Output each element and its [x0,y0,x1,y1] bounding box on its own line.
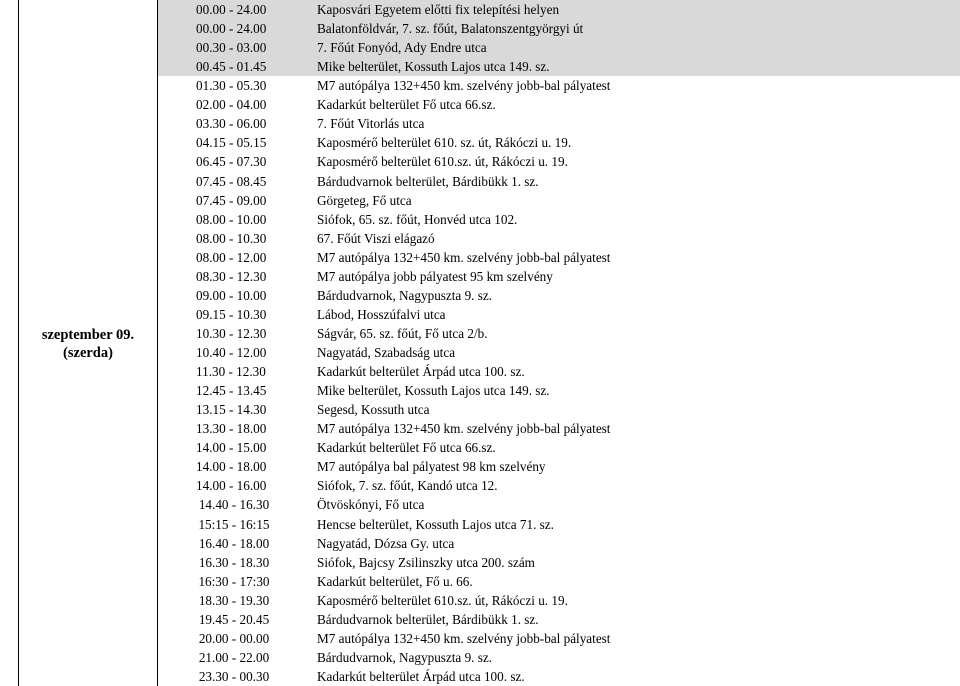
row-time: 08.30 - 12.30 [196,268,267,284]
row-time: 18.30 - 19.30 [198,592,270,608]
row-time: 13.15 - 14.30 [196,402,267,418]
table-row [158,95,960,114]
table-row [158,400,960,419]
row-time: 10.30 - 12.30 [196,325,267,341]
table-row [158,610,960,629]
row-location: Hencse belterület, Kossuth Lajos utca 71. sz. [317,516,554,532]
row-location: Balatonföldvár, 7. sz. főút, Balatonszentgyörgyi út [310,19,960,38]
table-row [158,381,960,400]
row-location: M7 autópálya jobb pályatest 95 km szelvény [317,268,553,284]
table-row [158,362,960,381]
row-location: Kadarkút belterület Fő utca 66.sz. [317,97,496,113]
table-row [158,648,960,667]
table-row [158,457,960,476]
row-location: Kadarkút belterület, Fő u. 66. [317,573,473,589]
row-location: M7 autópálya 132+450 km. szelvény jobb-bal pályatest [317,630,611,646]
table-row [158,191,960,210]
row-time: 21.00 - 22.00 [198,649,270,665]
row-location: Ötvöskónyi, Fő utca [317,497,425,513]
row-time: 14.00 - 15.00 [196,440,267,456]
day-weekday: (szerda) [63,345,113,361]
row-location: Kaposvári Egyetem előtti fix telepítési helyen [310,0,960,19]
row-location: 7. Főút Vitorlás utca [317,116,425,132]
row-time: 14.00 - 18.00 [196,459,267,475]
row-location: Kadarkút belterület Árpád utca 100. sz. [317,668,525,684]
row-time: 11.30 - 12.30 [196,364,266,380]
row-time: 07.45 - 08.45 [196,173,267,189]
row-time: 00.00 - 24.00 [158,19,310,38]
row-time: 13.30 - 18.00 [196,421,267,437]
row-location: 7. Főút Fonyód, Ady Endre utca [310,38,960,57]
row-location: Kadarkút belterület Fő utca 66.sz. [317,440,496,456]
table-row [158,591,960,610]
row-location: Ságvár, 65. sz. főút, Fő utca 2/b. [317,325,488,341]
row-location: Kadarkút belterület Árpád utca 100. sz. [317,364,525,380]
row-location: Mike belterület, Kossuth Lajos utca 149. sz. [317,383,550,399]
row-time: 01.30 - 05.30 [196,78,267,94]
row-time: 08.00 - 12.00 [196,249,267,265]
row-location: Siófok, 7. sz. főút, Kandó utca 12. [317,478,498,494]
row-location: Nagyatád, Dózsa Gy. utca [317,535,455,551]
row-location: Siófok, 65. sz. főút, Honvéd utca 102. [317,211,518,227]
table-row [158,419,960,438]
table-row [158,629,960,648]
table-row [158,343,960,362]
row-time: 02.00 - 04.00 [196,97,267,113]
row-time: 16.40 - 18.00 [198,535,270,551]
row-location: M7 autópálya 132+450 km. szelvény jobb-bal pályatest [317,78,611,94]
row-time: 19.45 - 20.45 [198,611,270,627]
row-time: 04.15 - 05.15 [196,135,267,151]
row-location: Bárdudvarnok belterület, Bárdibükk 1. sz. [317,611,539,627]
row-location: Görgeteg, Fő utca [317,192,412,208]
table-row [158,133,960,152]
row-location: 67. Főút Viszi elágazó [317,230,435,246]
schedule-rows [158,0,960,686]
row-time: 12.45 - 13.45 [196,383,267,399]
table-row [158,534,960,553]
row-location: Lábod, Hosszúfalvi utca [317,306,446,322]
row-location: Kaposmérő belterület 610. sz. út, Rákóczi u. 19. [317,135,572,151]
table-row [158,476,960,495]
row-time: 00.45 - 01.45 [158,57,310,76]
row-time: 14.00 - 16.00 [196,478,267,494]
row-time: 03.30 - 06.00 [196,116,267,132]
row-time: 23.30 - 00.30 [198,668,270,684]
row-location: Segesd, Kossuth utca [317,402,430,418]
row-location: Mike belterület, Kossuth Lajos utca 149. sz. [310,57,960,76]
table-row [158,76,960,95]
table-row [158,152,960,171]
table-row [158,248,960,267]
row-time: 08.00 - 10.00 [196,211,267,227]
row-time: 09.15 - 10.30 [196,306,267,322]
row-location: Siófok, Bajcsy Zsilinszky utca 200. szám [317,554,535,570]
row-location: Nagyatád, Szabadság utca [317,345,456,360]
table-row [158,229,960,248]
row-time: 16.30 - 18.30 [198,554,270,570]
table-row [158,0,960,19]
table-row [158,210,960,229]
row-time: 08.00 - 10.30 [196,230,267,246]
table-row [158,267,960,286]
table-row [158,495,960,514]
table-row [158,515,960,534]
row-time: 07.45 - 09.00 [196,192,267,208]
day-date: szeptember 09. [41,327,135,343]
row-location: Kaposmérő belterület 610.sz. út, Rákóczi u. 19. [317,592,568,608]
table-row [158,19,960,38]
row-time: 15:15 - 16:15 [198,516,270,532]
table-row [158,305,960,324]
row-time: 14.40 - 16.30 [198,497,270,513]
table-row [158,572,960,591]
row-location: Bárdudvarnok, Nagypuszta 9. sz. [317,649,493,665]
row-location: Kaposmérő belterület 610.sz. út, Rákóczi u. 19. [317,154,568,170]
table-row [158,324,960,343]
row-location: Bárdudvarnok, Nagypuszta 9. sz. [317,287,493,303]
row-location: Bárdudvarnok belterület, Bárdibükk 1. sz. [317,173,539,189]
table-row [158,38,960,57]
table-row [158,553,960,572]
day-cell [18,0,158,686]
table-row [158,667,960,686]
row-time: 00.00 - 24.00 [158,0,310,19]
table-row [158,438,960,457]
row-time: 10.40 - 12.00 [196,345,267,360]
row-location: M7 autópálya bal pályatest 98 km szelvény [317,459,546,475]
row-time: 09.00 - 10.00 [196,287,267,303]
row-time: 20.00 - 00.00 [198,630,270,646]
row-time: 06.45 - 07.30 [196,154,267,170]
row-time: 00.30 - 03.00 [158,38,310,57]
table-row [158,57,960,76]
table-row [158,286,960,305]
table-row [158,114,960,133]
row-time: 16:30 - 17:30 [198,573,270,589]
table-row [158,172,960,191]
row-location: M7 autópálya 132+450 km. szelvény jobb-bal pályatest [317,421,611,437]
row-location: M7 autópálya 132+450 km. szelvény jobb-bal pályatest [317,249,611,265]
